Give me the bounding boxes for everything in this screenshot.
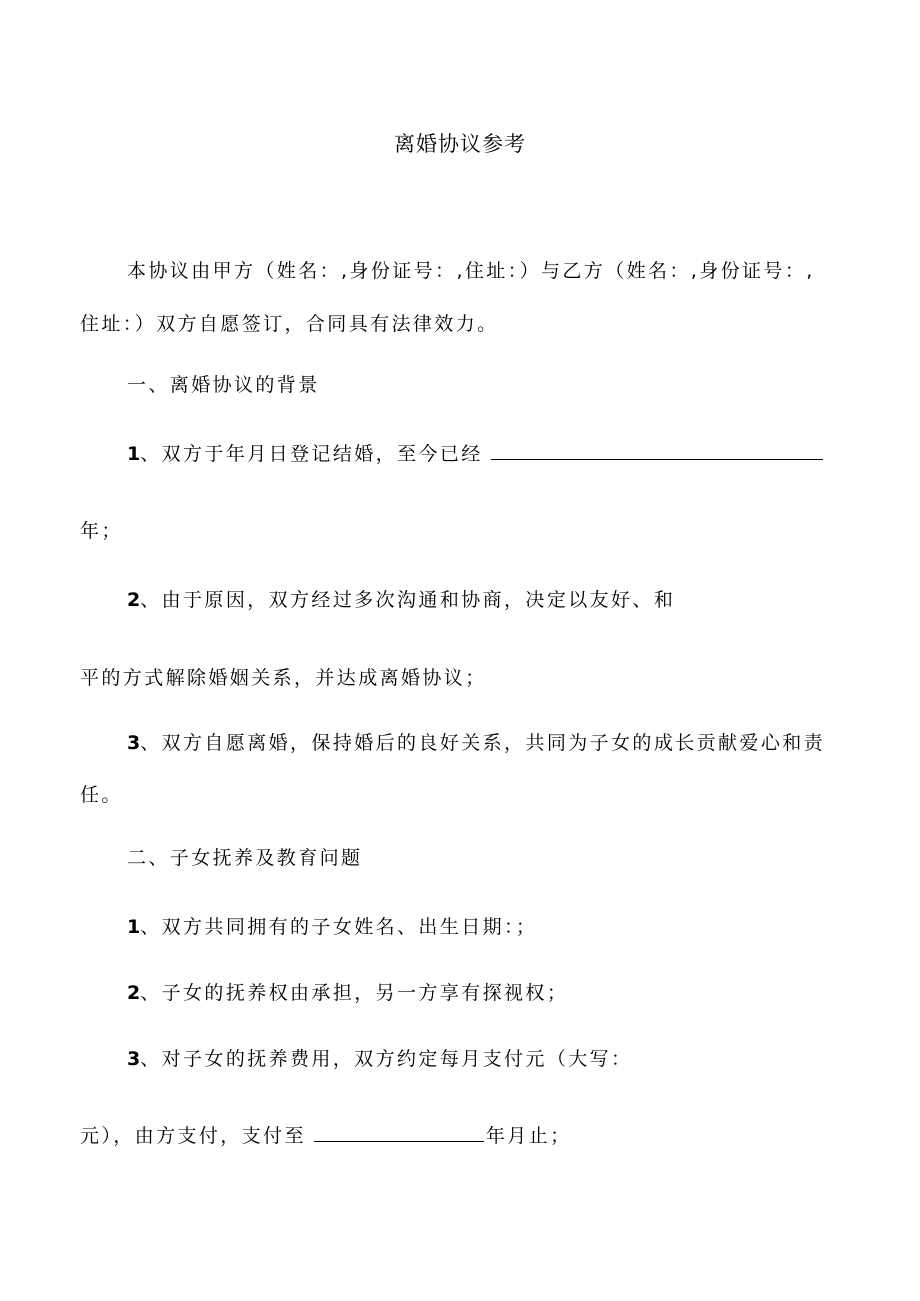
item-text: 元），由方支付，支付至 [80, 1125, 306, 1147]
section-1-item-1 [127, 440, 823, 468]
intro-line-1: 本协议由甲方（姓名：,身份证号：,住址：）与乙方（姓名：,身份证号：, [127, 260, 815, 282]
section-1-item-3-continued: 任。 [80, 784, 123, 806]
section-2-item-1 [127, 913, 537, 941]
section-1-heading: 一、离婚协议的背景 [127, 374, 320, 396]
document-title: 离婚协议参考 [394, 132, 526, 156]
item-text: 、双方自愿离婚，保持婚后的良好关系，共同为子女的成长贡献爱心和责 [140, 732, 826, 754]
section-1-item-3 [127, 729, 825, 757]
section-2-item-3-continued [80, 1122, 572, 1150]
item-text-end: 年月止； [485, 1125, 572, 1147]
section-2-item-2 [127, 979, 568, 1007]
blank-line [491, 441, 823, 460]
item-number: 2 [127, 982, 141, 1004]
intro-line-2: 住址：）双方自愿签订，合同具有法律效力。 [80, 313, 499, 335]
item-text: 、对子女的抚养费用，双方约定每月支付元（大写： [140, 1048, 633, 1070]
section-2-heading: 二、子女抚养及教育问题 [127, 847, 363, 869]
section-1-item-1-continued: 年； [80, 520, 123, 542]
item-number: 1 [127, 443, 141, 465]
item-number: 3 [127, 732, 141, 754]
section-1-item-2-continued: 平的方式解除婚姻关系，并达成离婚协议； [80, 667, 487, 689]
section-1-item-2 [127, 586, 675, 614]
item-number: 2 [127, 589, 141, 611]
item-text: 、子女的抚养权由承担，另一方享有探视权； [140, 982, 569, 1004]
section-2-item-3 [127, 1045, 632, 1073]
item-text: 、双方于年月日登记结婚，至今已经 [140, 443, 483, 465]
item-text: 、由于原因，双方经过多次沟通和协商，决定以友好、和 [140, 589, 676, 611]
item-number: 1 [127, 916, 141, 938]
item-number: 3 [127, 1048, 141, 1070]
blank-line [314, 1123, 484, 1142]
item-text: 、双方共同拥有的子女姓名、出生日期：； [140, 916, 538, 938]
